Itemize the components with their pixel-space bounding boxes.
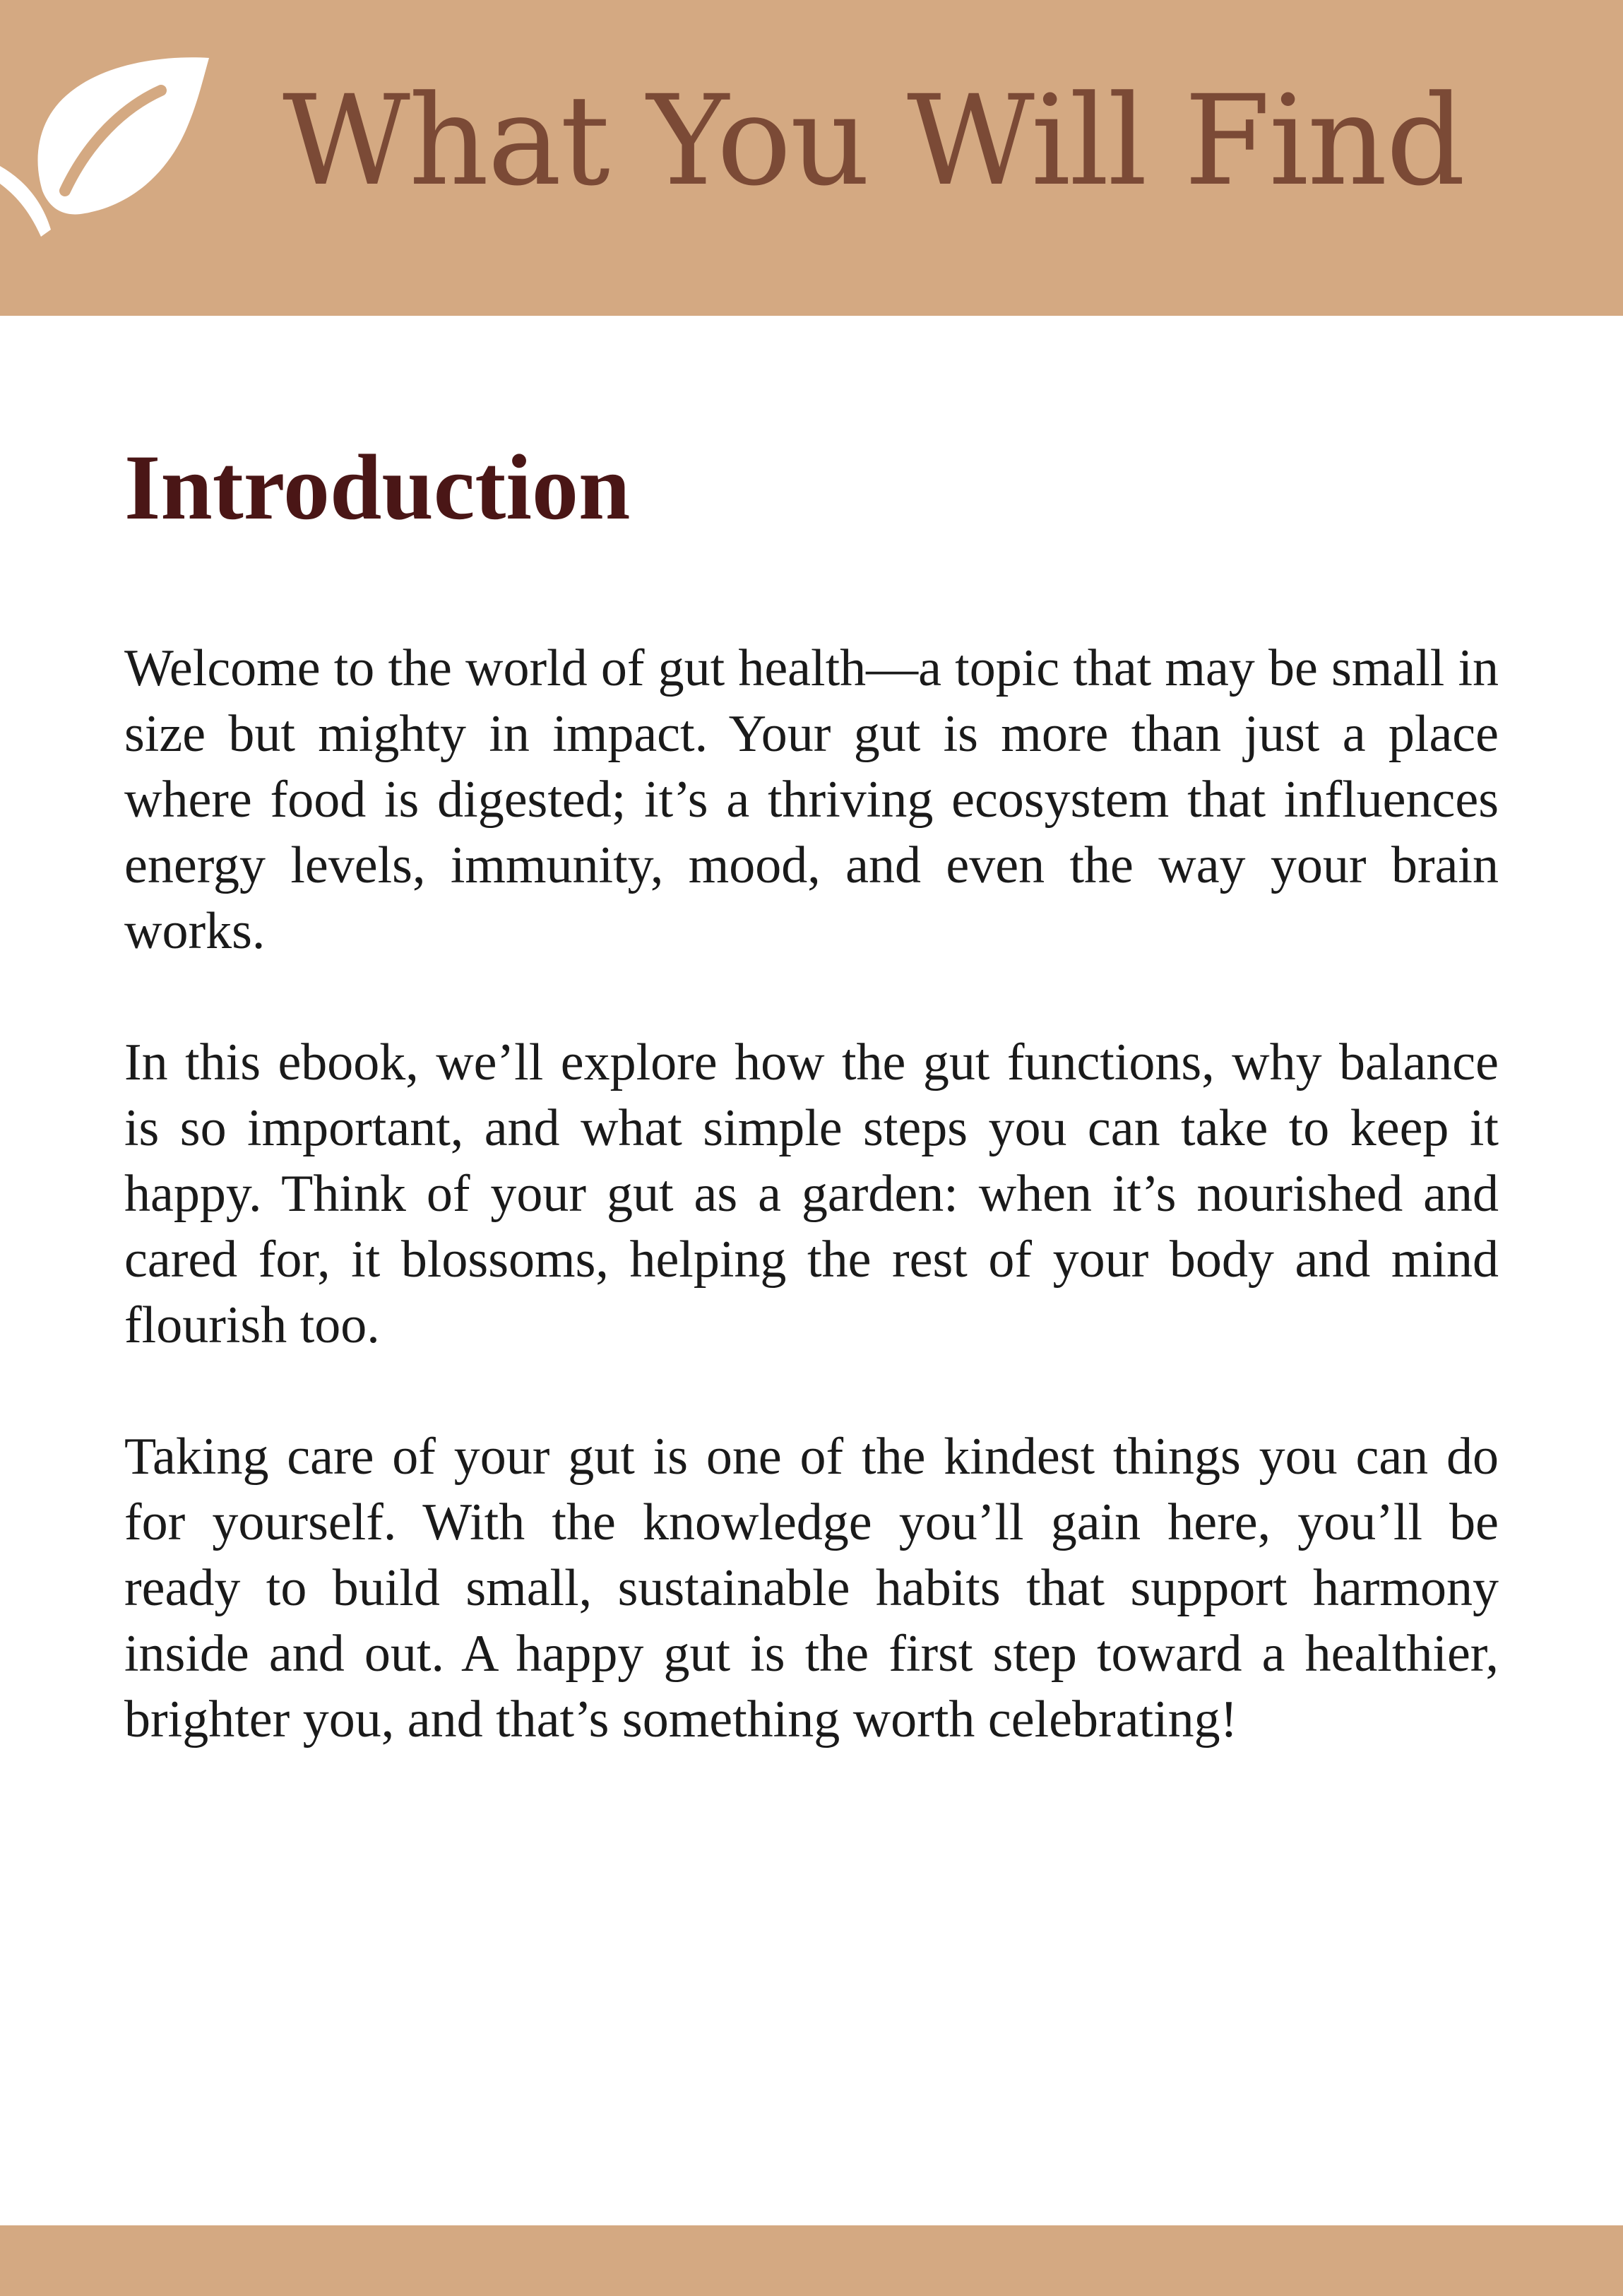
intro-paragraph: Welcome to the world of gut health—a topic that may be small in size but mighty in impact. Your gut is more than just a place where food is digested; it’s a thriving ecosystem that influences energy levels, immunity, mood, and even the way your brain works.	[124, 639, 1499, 960]
main-content	[124, 424, 1499, 1818]
footer-band	[0, 2225, 1623, 2296]
page-title: What You Will Find	[283, 69, 1465, 213]
intro-paragraph: Taking care of your gut is one of the kindest things you can do for yourself. With the knowledge you’ll gain here, you’ll be ready to build small, sustainable habits that support harmony inside and out. A happy gut is the first step toward a healthier, brighter you, and that’s something worth celebrating!	[124, 1428, 1499, 1748]
leaf-check-icon	[0, 49, 219, 247]
intro-paragraph: In this ebook, we’ll explore how the gut functions, why balance is so important, and what simple steps you can take to keep it happy. Think of your gut as a garden: when it’s nourished and cared for, it blossoms, helping the rest of your body and mind flourish too.	[124, 1034, 1499, 1354]
header-band	[0, 0, 1623, 316]
section-heading: Introduction	[124, 435, 631, 539]
